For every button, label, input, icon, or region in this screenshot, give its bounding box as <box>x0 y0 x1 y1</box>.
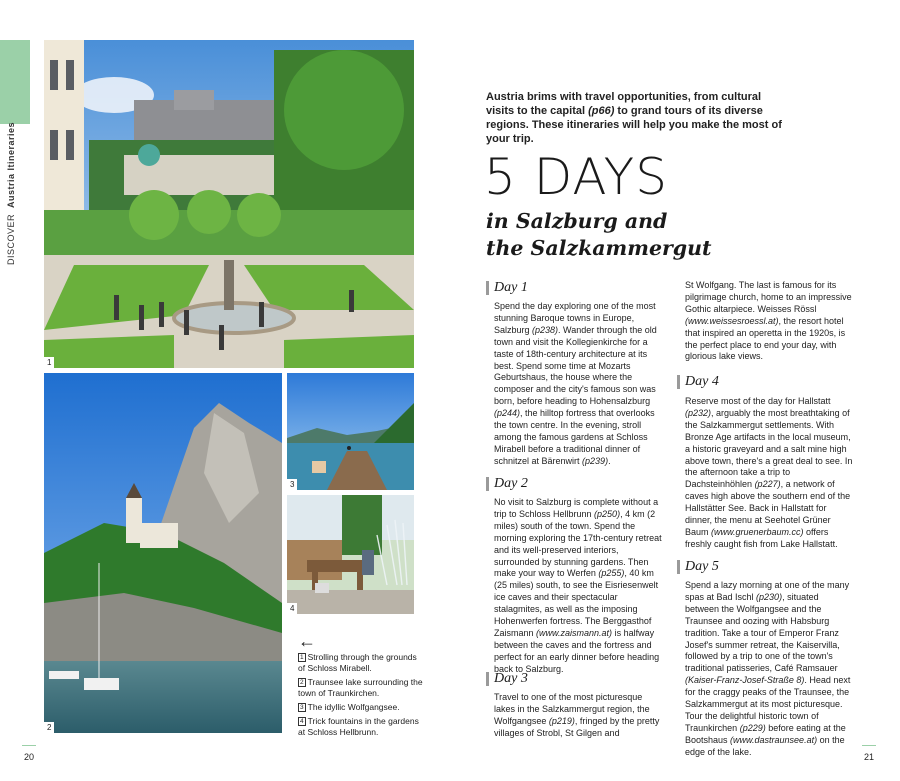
page-reference: (www.dastraunsee.at) <box>730 734 818 745</box>
page-reference: (p232) <box>685 407 712 418</box>
day-3-text-continued <box>685 280 853 363</box>
caption-text: Traunsee lake surrounding the town of Traunkirchen. <box>298 677 423 698</box>
body-text: , 4 km (2 miles) south of the town. Spend the morning exploring the 17th-century retreat and its well-preserved interiors, surrounded by stunning gardens. Then make your way to Werfen <box>494 508 662 579</box>
body-text: , situated between the Wolfgangsee and the Traunsee and oozing with Habsburg tradition. Take a tour of Emperor Franz Josef's summer retreat, the Kaiservilla, followed by a trip to one of the town's traditional patisseries, Café Ramsauer <box>685 591 840 674</box>
page-reference: (www.gruenerbaum.cc) <box>711 526 804 537</box>
arrow-left-icon: ← <box>298 631 316 651</box>
intro-text <box>486 90 786 146</box>
page-title: 5 DAYS <box>484 148 668 206</box>
day-5-text <box>685 580 855 759</box>
page-reference: (p255) <box>598 568 625 579</box>
subtitle-line: in Salzburg and <box>486 209 668 233</box>
page-subtitle <box>486 208 712 262</box>
section-tab <box>0 40 30 124</box>
body-text: , arguably the most breathtaking of the Salzkammergut settlements. With Bronze Age artifacts in the local museum, a historic graveyard and a salt mine high above town, there's a great deal to see. In the afternoon take a trip to Dachsteinhöhlen <box>685 407 853 490</box>
caption-number: 3 <box>300 704 304 711</box>
body-text: offers freshly caught fish from Lake Hallstatt. <box>685 526 838 549</box>
body-text: is halfway between the caves and the fortress and perfect for an early dinner before heading back to Salzburg. <box>494 627 660 674</box>
body-text: Reserve most of the day for Hallstatt <box>685 396 831 406</box>
caption-2 <box>298 677 423 698</box>
intro-part: to grand tours of its diverse regions. These itineraries will help you make the most of your trip. <box>486 105 782 145</box>
day-2-text <box>494 497 664 676</box>
photo-number-4: 4 <box>287 603 297 614</box>
photo-number-1: 1 <box>44 357 54 368</box>
photo-traunsee <box>44 373 282 733</box>
body-text: on the edge of the lake. <box>685 734 845 757</box>
page-reference: (www.weissesroessl.at) <box>685 315 779 326</box>
caption-text: The idyllic Wolfgangsee. <box>307 702 400 712</box>
day-3-text <box>494 692 664 740</box>
body-text: Spend a lazy morning at one of the many spas at Bad Ischl <box>685 580 850 602</box>
photo-hellbrunn-fountains <box>287 495 414 614</box>
page-number-right: 21 <box>864 752 875 762</box>
day-2-heading: Day 2 <box>486 477 528 491</box>
page-reference: (p227) <box>754 479 781 490</box>
body-text: , 40 km (25 miles) south, to see the Eisriesenwelt ice caves and their spectacular stalagmites, as well as the imposing Hohenwerfen fortress. The Berggasthof Zaismann <box>494 568 659 638</box>
body-text: , a network of caves high above the southern end of the Hallstätter See. Back in Hallstatt for dinner, the menu at Seehotel Grüner Baum <box>685 479 851 537</box>
photo-wolfgangsee <box>287 373 414 490</box>
body-text: Spend the day exploring one of the most stunning Baroque towns in Europe, Salzburg <box>494 301 656 335</box>
caption-4 <box>298 716 423 737</box>
body-text: No visit to Salzburg is complete without a trip to Schloss Hellbrunn <box>494 497 659 519</box>
body-text: , fringed by the pretty villages of Strobl, St Gilgen and <box>494 715 660 738</box>
body-text: St Wolfgang. The last is famous for its pilgrimage church, home to an impressive Gothic altarpiece. Weisses Rössl <box>685 280 852 314</box>
day-5-heading: Day 5 <box>677 560 719 574</box>
body-text: , the resort hotel that inspired an operetta in the 1920s, is the perfect place to end your day, with glorious lake views. <box>685 315 846 362</box>
caption-text: Trick fountains in the gardens at Schloss Hellbrunn. <box>298 716 419 737</box>
caption-number: 1 <box>300 654 304 661</box>
subtitle-line: the Salzkammergut <box>486 236 712 260</box>
day-1-heading: Day 1 <box>486 281 528 295</box>
day-4-text <box>685 396 855 551</box>
page-reference: (p229) <box>739 722 766 733</box>
page-reference: (p230) <box>756 591 783 602</box>
caption-text: Strolling through the grounds of Schloss Mirabell. <box>298 652 417 673</box>
page-reference: (p239) <box>582 455 609 466</box>
body-text: , the hilltop fortress that overlooks the town centre. In the evening, stroll among the famous gardens at Schloss Mirabell before a traditional dinner of schnitzel at Bärenwirt <box>494 408 655 466</box>
caption-1 <box>298 652 423 673</box>
day-3-heading: Day 3 <box>486 672 528 686</box>
page-reference: (Kaiser-Franz-Josef-Straße 8) <box>685 675 805 686</box>
page-rule-left <box>22 745 36 746</box>
page-reference: (p238) <box>532 324 559 335</box>
body-text: . <box>608 455 611 466</box>
caption-number: 4 <box>300 718 304 725</box>
page-reference: (www.zaismann.at) <box>536 627 613 638</box>
body-text: before eating at the Bootshaus <box>685 722 846 745</box>
caption-number: 2 <box>300 679 304 686</box>
spine-chapter: Austria Itineraries <box>6 121 16 208</box>
day-4-heading: Day 4 <box>677 375 719 389</box>
body-text: . Wander through the old town and visit the Kollegienkirche for a taste of 18th-century architecture at its best. Spend some time at Mozarts Geburtshaus, the house where the composer and the city's famous son was born, before heading to Hohensalzburg <box>494 324 657 407</box>
page-number-left: 20 <box>24 752 35 762</box>
page-reference: (p250) <box>594 508 621 519</box>
photo-number-2: 2 <box>44 722 54 733</box>
photo-number-3: 3 <box>287 479 297 490</box>
spine-section: DISCOVER <box>6 213 16 265</box>
body-text: . Head next for the craggy peaks of the Traunsee, the Salzkammergut at its most picturesque. Tour the delightful historic town of Traunkirchen <box>685 675 851 733</box>
intro-part: Austria brims with travel opportunities, from cultural visits to the capital <box>486 91 762 117</box>
intro-ref: (p66) <box>588 105 615 117</box>
photo-mirabell-gardens <box>44 40 414 368</box>
page-reference: (p244) <box>494 408 521 419</box>
body-text: Travel to one of the most picturesque lakes in the Salzkammergut region, the Wolfgangsee <box>494 692 650 726</box>
page-reference: (p219) <box>548 715 575 726</box>
caption-3 <box>298 702 423 713</box>
day-1-text <box>494 301 664 468</box>
page-rule-right <box>862 745 876 746</box>
spine-label <box>6 122 16 265</box>
